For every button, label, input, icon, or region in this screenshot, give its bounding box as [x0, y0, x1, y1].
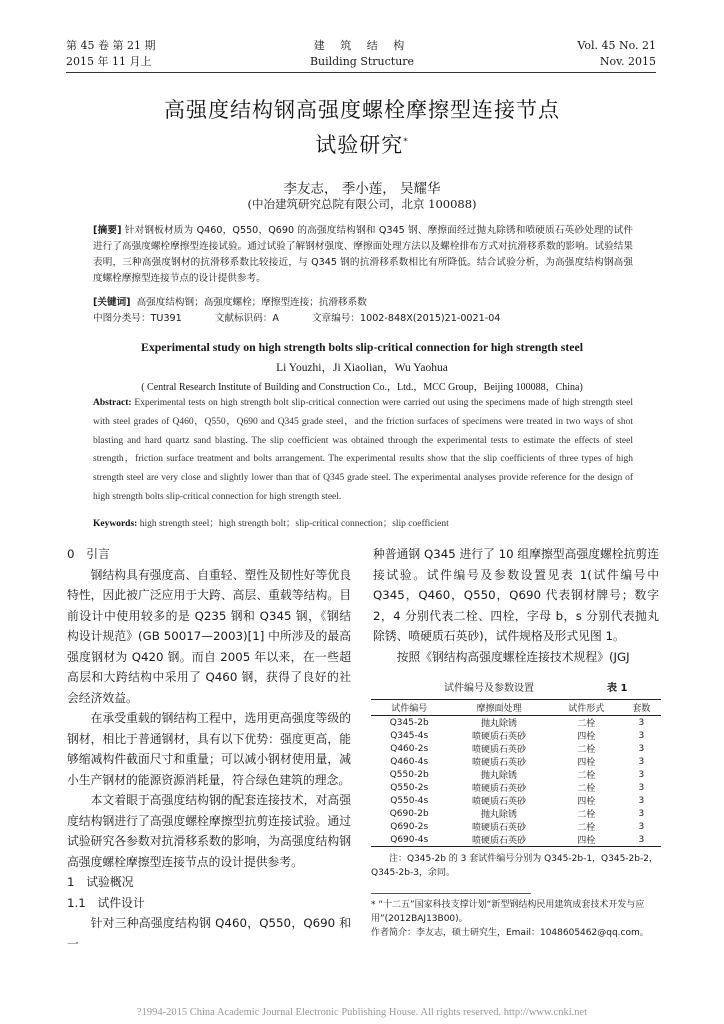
table-cell: 二栓 — [577, 784, 596, 794]
table-1-caption-row — [371, 679, 661, 694]
right-paragraph-2: 按照《钢结构高强度螺栓连接技术规程》(JGJ — [396, 649, 630, 664]
keywords-cn — [93, 295, 633, 311]
table-cell: 3 — [638, 821, 645, 832]
intro-paragraph-1: 钢结构具有强度高、自重轻、塑性及韧性好等优良特性，因此被广泛应用于大跨、高层、重载等结构。目前设计中使用较多的是 Q235 钢和 Q345 钢，《钢结构设计规范》(GB 50017—2003)[1] 中所涉及的最高强度钢材为 Q420 钢。而自 2005 年以来，在一些超高层和大跨结构中采用了 Q460 钢，获得了良好的社会经济效益。 — [67, 567, 351, 705]
table-row — [371, 729, 661, 742]
left-column — [67, 544, 351, 954]
table-cell: 抛丸除锈 — [481, 771, 518, 781]
table-cell: Q690-2b — [389, 808, 429, 819]
english-title: Experimental study on high strength bolts slip-critical connection for high strength steel — [140, 340, 584, 354]
journal-date-en: Nov. 2015 — [599, 55, 656, 68]
table-cell: 3 — [638, 795, 645, 806]
table-cell: 喷硬质石英砂 — [472, 823, 527, 833]
section-1-1-heading: 1.1 试件设计 — [67, 895, 145, 910]
table-cell: 3 — [638, 769, 645, 780]
article-number: 文章编号：1002-848X(2015)21-0021-04 — [312, 313, 501, 324]
english-abstract-label: Abstract: — [93, 398, 132, 408]
table-1-header-cell: 试件编号 — [371, 700, 447, 716]
header-rule — [66, 72, 656, 73]
table-row — [371, 742, 661, 755]
table-cell: Q550-4s — [390, 795, 429, 806]
paper-title-line2 — [0, 127, 724, 160]
table-cell: 二栓 — [577, 719, 596, 729]
english-authors: Li Youzhi，Ji Xiaolian，Wu Yaohua — [276, 362, 448, 374]
table-cell: 3 — [638, 808, 645, 819]
keywords-cn-label: [关键词] — [93, 297, 131, 308]
english-keywords — [93, 515, 633, 534]
classification-line — [93, 311, 633, 327]
table-cell: 抛丸除锈 — [481, 810, 518, 820]
table-cell: 喷硬质石英砂 — [472, 758, 527, 768]
paper-title-line1: 高强度结构钢高强度螺栓摩擦型连接节点 — [164, 98, 560, 122]
section-0-heading: 0 引言 — [67, 547, 110, 561]
table-cell: Q550-2b — [389, 769, 429, 780]
footnote-rule — [371, 893, 531, 894]
copyright-notice: ?1994-2015 China Academic Journal Electronic Publishing House. All rights reserved. http://www.cnki.net — [136, 1007, 588, 1018]
footnote-fund: * “十二五”国家科技支撑计划“新型钢结构民用建筑成套技术开发与应用”(2012BAJ13B00)。 — [371, 900, 645, 924]
table-cell: 3 — [622, 833, 661, 847]
table-cell: 3 — [638, 782, 645, 793]
table-cell: 四栓 — [551, 833, 622, 847]
table-cell: Q460-4s — [390, 756, 429, 767]
table-cell: 二栓 — [577, 745, 596, 755]
table-row — [371, 807, 661, 820]
table-1-header-cell: 摩擦面处理 — [447, 700, 550, 716]
table-1-caption: 试件编号及参数设置 — [444, 683, 534, 694]
table-cell: 抛丸除锈 — [481, 719, 518, 729]
table-cell: Q690-2s — [390, 821, 429, 832]
table-row — [371, 833, 661, 847]
authors: 李友志， 季小莲， 吴耀华 — [283, 181, 441, 197]
table-cell: 3 — [638, 717, 645, 728]
journal-name-en: Building Structure — [309, 55, 415, 68]
table-cell: 3 — [638, 743, 645, 754]
affiliation: (中冶建筑研究总院有限公司，北京 100088) — [247, 197, 477, 211]
journal-vol-en: Vol. 45 No. 21 — [577, 39, 656, 52]
english-keywords-label: Keywords: — [93, 519, 138, 529]
section-1-heading: 1 试验概况 — [67, 875, 134, 889]
abstract-cn-text: 针对钢板材质为 Q460，Q550，Q690 的高强度结构钢和 Q345 钢、摩擦面经过抛丸除锈和喷硬质石英砂处理的试件进行了高强度螺栓摩擦型连接试验。通过试验了解钢材强度、摩擦面处理方法以及螺栓排布方式对抗滑移系数的影响。试验结果表明，三种高强度钢材的抗滑移系数比较接近，与 Q345 钢的抗滑移系数相比有所降低。结合试验分析，为高强度结构钢高强度螺栓摩擦型连接节点的设计提供参考。 — [93, 225, 633, 284]
table-cell: 二栓 — [577, 771, 596, 781]
english-abstract-text: Experimental tests on high strength bolt slip-critical connection were carried out using the specimens made of high strength steel with steel grades of Q460，Q550，Q690 and Q345 grade steel，and the friction surfaces of specimens were treated in two ways of shot blasting and hard quartz sand blasting. The slip coefficient was obtained through the experimental tests to estimate the effects of steel strength，friction surface treatment and bolts arrangement. The experimental results show that the slip coefficients of three types of high strength steel are very close and slightly lower than that of Q345 grade steel. The experimental analyses provide reference for the design of high strength bolts slip-critical connection for high strength steel. — [93, 398, 633, 502]
table-cell: 喷硬质石英砂 — [472, 797, 527, 807]
table-1-label: 表 1 — [607, 683, 628, 694]
table-cell: 四栓 — [577, 758, 596, 768]
table-row — [371, 755, 661, 768]
english-affiliation: ( Central Research Institute of Building and Construction Co.，Ltd.，MCC Group，Beijing 100088，China) — [141, 382, 583, 393]
table-cell: Q550-2s — [390, 782, 429, 793]
table-row — [371, 716, 661, 730]
table-cell: 二栓 — [577, 823, 596, 833]
document-code: 文献标识码：A — [214, 313, 279, 324]
table-cell: Q345-4s — [390, 730, 429, 741]
table-cell: 喷硬质石英砂 — [472, 745, 527, 755]
footnote-author: 作者简介：李友志，硕士研究生，Email：1048605462@qq.com。 — [371, 928, 649, 938]
table-1-header-cell: 试件形式 — [551, 700, 622, 716]
table-1 — [371, 699, 661, 847]
english-abstract — [93, 394, 633, 507]
table-cell: Q345-2b — [389, 717, 429, 728]
table-row — [371, 794, 661, 807]
english-keywords-text: high strength steel；high strength bolt；slip-critical connection；slip coefficient — [139, 519, 449, 529]
table-cell: 3 — [638, 756, 645, 767]
table-1-header-cell: 套数 — [622, 700, 661, 716]
table-cell: 3 — [638, 730, 645, 741]
keywords-cn-text: 高强度结构钢；高强度螺栓；摩擦型连接；抗滑移系数 — [136, 297, 367, 308]
intro-paragraph-2: 在承受重载的钢结构工程中，选用更高强度等级的钢材，相比于普通钢材，具有以下优势：强度更高，能够缩减构件截面尺寸和重量；可以减小钢材使用量，减小生产钢材的能源资源消耗量，符合绿色建筑的理念。 — [67, 711, 351, 787]
table-row — [371, 820, 661, 833]
intro-paragraph-3: 本文着眼于高强度结构钢的配套连接技术，对高强度结构钢进行了高强度螺栓摩擦型抗剪连接试验。通过试验研究各参数对抗滑移系数的影响，为高强度结构钢高强度螺栓摩擦型连接节点的设计提供参考。 — [67, 793, 351, 869]
table-row — [371, 768, 661, 781]
table-cell: 四栓 — [577, 732, 596, 742]
clc-number: 中图分类号：TU391 — [93, 313, 182, 324]
title-footnote-mark: * — [403, 137, 409, 147]
table-cell: 四栓 — [577, 797, 596, 807]
table-cell: 喷硬质石英砂 — [472, 784, 527, 794]
journal-volume: 第 45 卷 第 21 期 — [66, 39, 156, 52]
table-1-header-row — [371, 700, 661, 716]
abstract-cn-label: [摘要] — [93, 225, 122, 236]
table-cell: 喷硬质石英砂 — [447, 833, 550, 847]
journal-date: 2015 年 11 月上 — [66, 55, 152, 68]
table-cell: 喷硬质石英砂 — [472, 732, 527, 742]
table-cell: Q690-4s — [371, 833, 447, 847]
table-cell: 二栓 — [577, 810, 596, 820]
journal-name-cn: 建 筑 结 构 — [313, 39, 411, 52]
right-paragraph-1: 种普通钢 Q345 进行了 10 组摩擦型高强度螺栓抗剪连接试验。试件编号及参数设置见表 1(试件编号中 Q345，Q460，Q550，Q690 代表钢材牌号；数字 2，4 分别代表二栓、四栓，字母 b，s 分别代表抛丸除锈、喷硬质石英砂)，试件规格及形式见图 1。 — [373, 547, 659, 643]
table-1-note: 注：Q345-2b 的 3 套试件编号分别为 Q345-2b-1，Q345-2b-2，Q345-2b-3，余同。 — [371, 854, 658, 878]
table-cell: Q460-2s — [390, 743, 429, 754]
paper-title-text: 试验研究 — [315, 133, 404, 157]
table-row — [371, 781, 661, 794]
right-column — [373, 544, 659, 667]
section-1-1-paragraph: 针对三种高强度结构钢 Q460，Q550，Q690 和一 — [67, 916, 351, 951]
abstract-cn — [93, 223, 633, 287]
